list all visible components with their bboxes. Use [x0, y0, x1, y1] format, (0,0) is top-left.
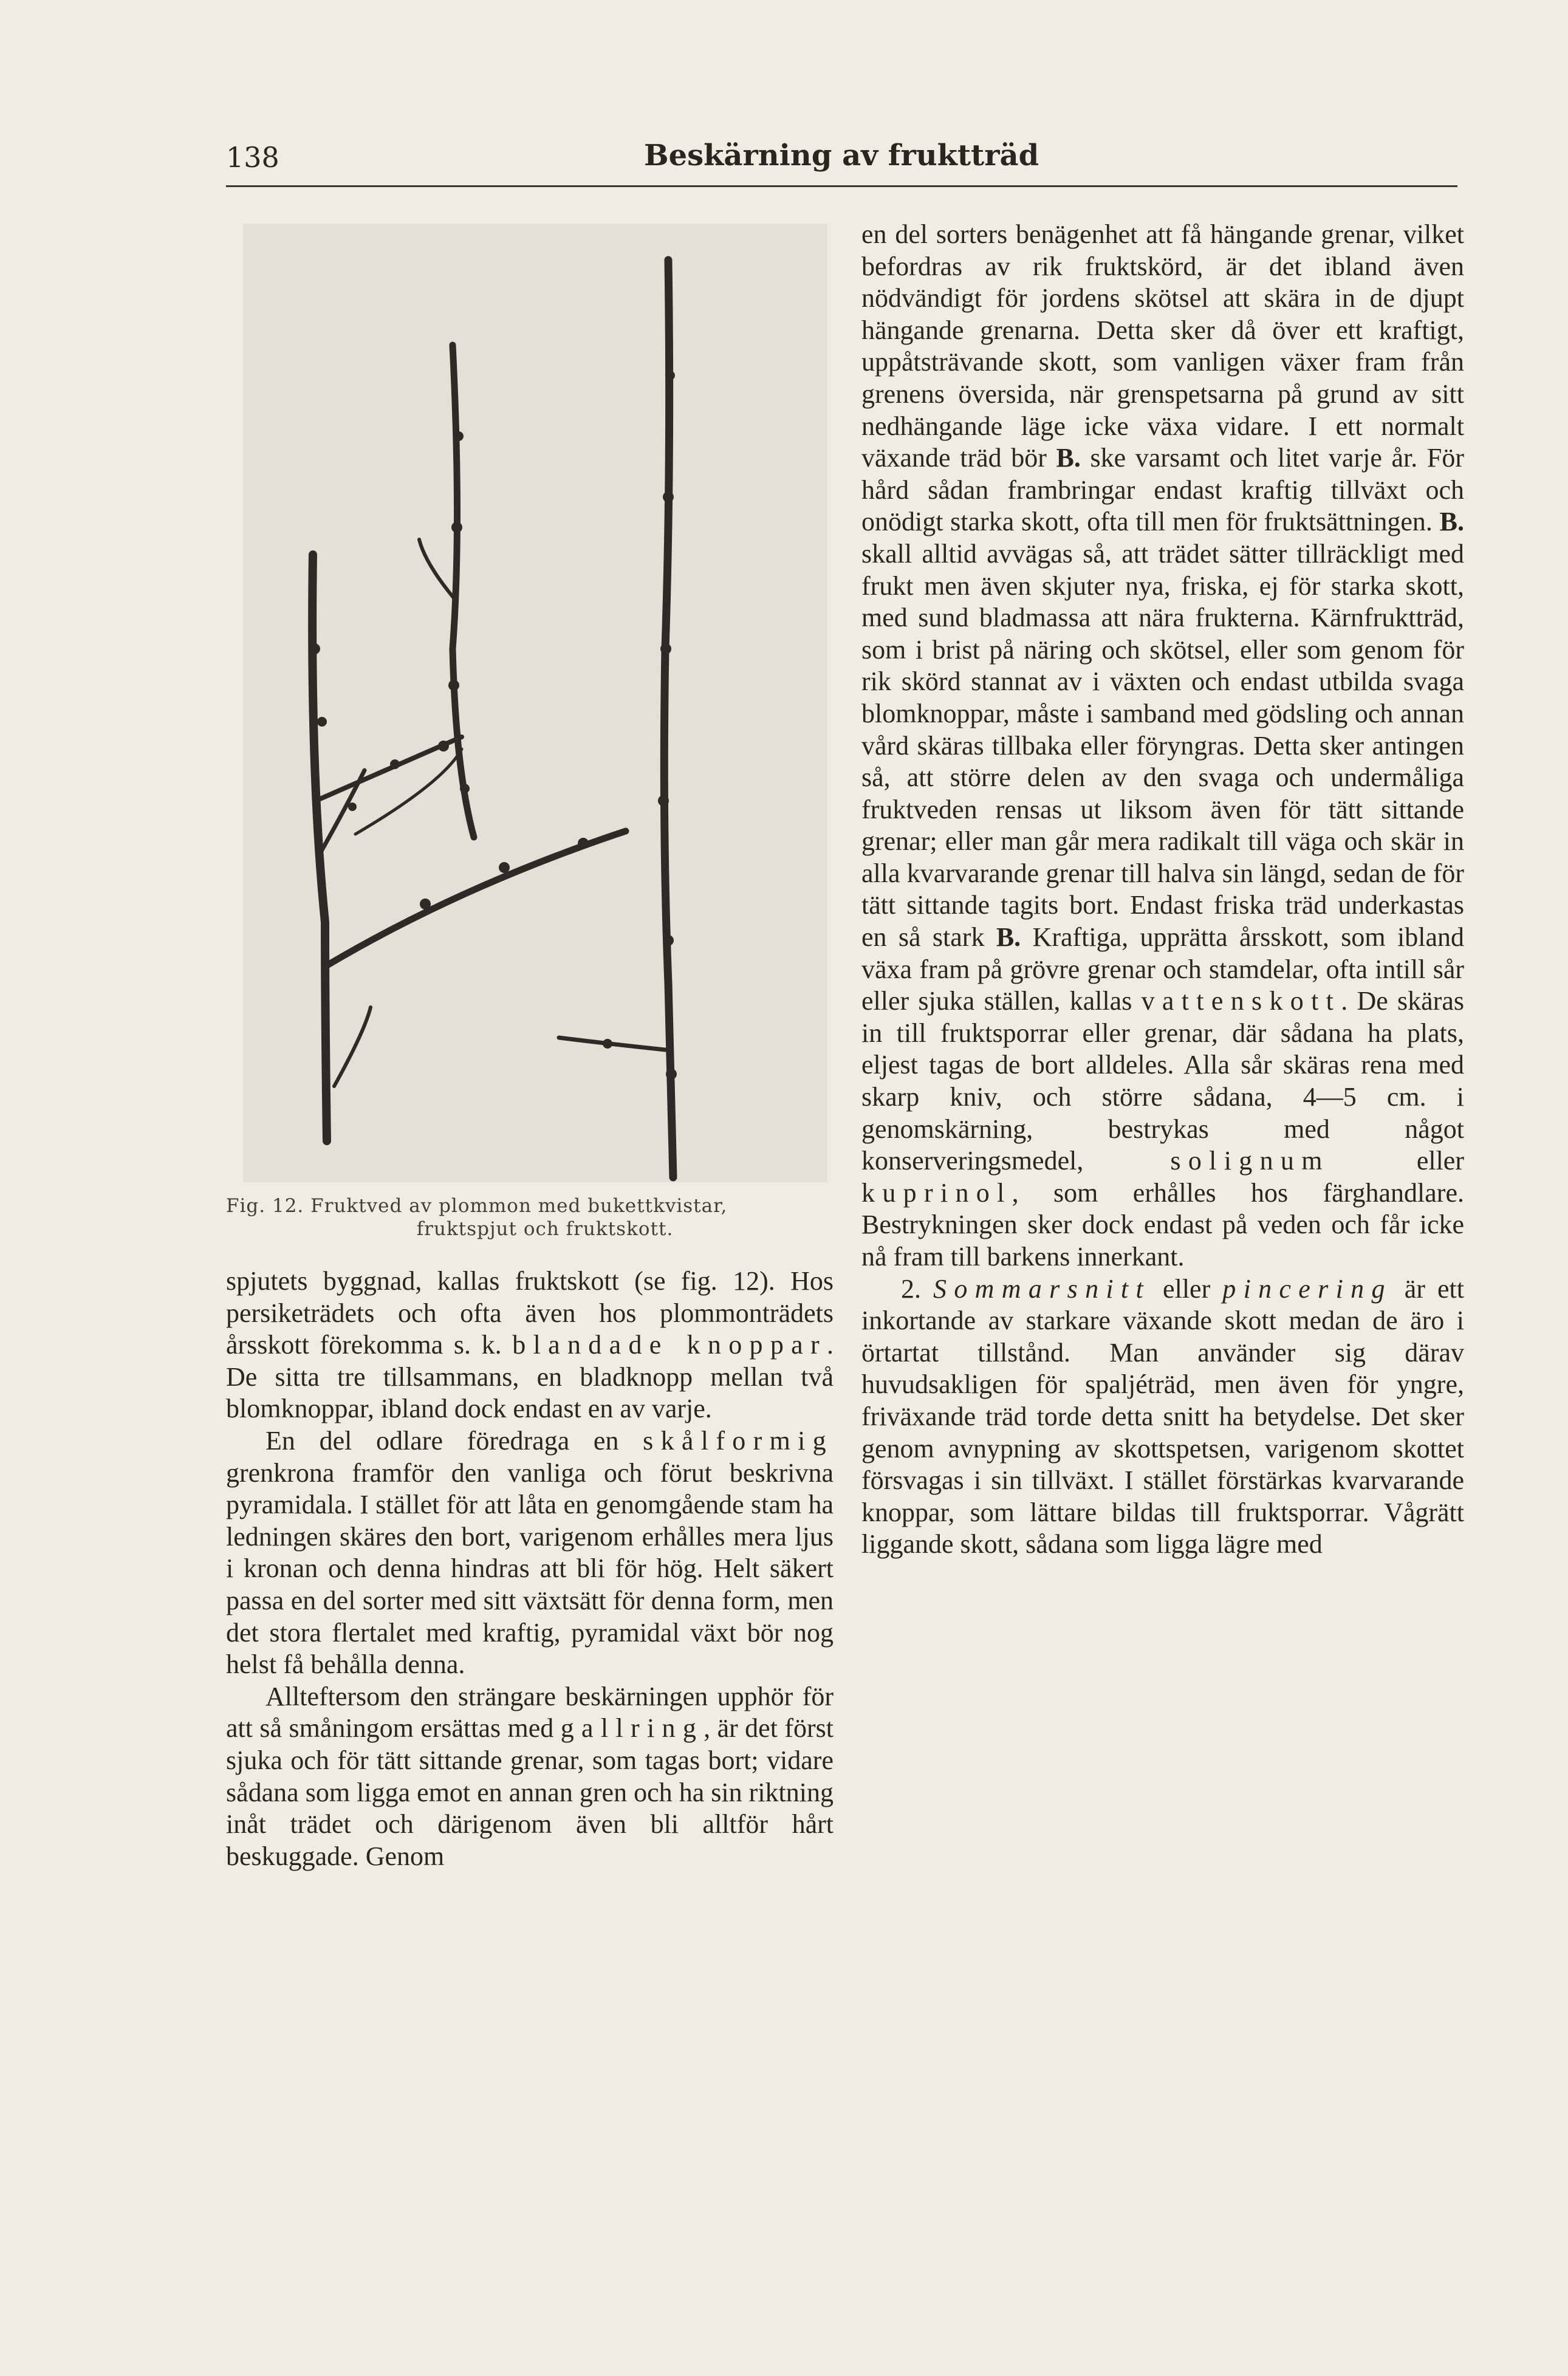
abbrev-term: B.: [1056, 443, 1081, 473]
spaced-term: solignum: [1170, 1146, 1330, 1176]
spaced-term: gallring: [560, 1713, 704, 1744]
right-branch-stem: [664, 260, 673, 1177]
left-paragraph-1: [226, 1265, 834, 1425]
text-run: , som erhålles hos färghandlare. Bestrykningen sker dock endast på veden och får icke nå fram till barkens innerkant.: [861, 1177, 1464, 1272]
figure-photo: [243, 224, 827, 1182]
header-rule: [226, 185, 1457, 187]
text-run: skall alltid avvägas så, att trädet sätter tillräckligt med frukt men även skjuter nya, friska, ej för starka skott, med sund bladmassa att nära frukterna. Kärnfruktträd, som i brist på näring och skötsel, eller som genom för rik skörd stannat av i växten och endast utbilda svaga blomknoppar, måste i samband med gödsling och annan vård skäras tillbaka eller föryngras. Detta sker antingen så, att större delen av den svaga och undermåliga fruktveden rensas ut liksom även för tätt sittande grenar; eller man går mera radikalt till väga och skär in alla kvarvarande grenar till halva sin längd, sedan de för tätt sittande tagits bort. Endast friska träd underkastas en så stark: [861, 538, 1464, 953]
text-run: eller: [1151, 1273, 1223, 1304]
text-run: . De skäras in till fruktsporrar eller grenar, där sådana ha plats, eljest tagas de bort alldeles. Alla sår skäras rena med skarp kniv, och större sådana, 4—5 cm. i genomskärning, bestrykas med något konserveringsmedel,: [861, 986, 1464, 1176]
left-column: [226, 1265, 834, 1872]
left-short-twig: [319, 770, 365, 855]
text-run: eller: [1329, 1146, 1464, 1176]
abbrev-term: B.: [996, 922, 1021, 953]
text-run: Kraftiga, upprätta årsskott, som ibland växa fram på grövre grenar och stamdelar, ofta intill sår eller sjuka ställen, kallas: [861, 922, 1464, 1016]
text-run: , är det först sjuka och för tätt sittande grenar, som tagas bort; vidare sådana som ligga emot en annan gren och ha sin riktning inåt trädet och därigenom även bli alltför hårt beskuggade. Genom: [226, 1713, 834, 1871]
abbrev-term: B.: [1439, 507, 1464, 537]
text-run: en del sorters benägenhet att få hängande grenar, vilket befordras av rik fruktskörd, är det ibland även nödvändigt för jordens skötsel att skära in de djupt hängande grenarna. Detta sker då över ett kraftigt, uppåtsträvande skott, som vanligen växer fram från grenens översida, när grenspetsarna på grund av sitt nedhängande läge icke växa vidare. I ett normalt växande träd bör: [861, 219, 1464, 473]
text-run: grenkrona framför den vanliga och förut beskrivna pyramidala. I stället för att låta en genomgående stam ha ledningen skäres den bort, varigenom erhålles mera ljus i kronan och denna hindras att bli för hög. Helt säkert passa en del sorter med sitt växtsätt för denna form, men det stora flertalet med kraftig, pyramidal växt bör nog helst få behålla denna.: [226, 1457, 834, 1680]
caption-line-1: Fig. 12. Fruktved av plommon med bukettkvistar,: [226, 1195, 728, 1217]
branch-illustration: [243, 224, 827, 1182]
text-run: är ett inkortande av starkare växande skott medan de äro i örtartat tillstånd. Man använder sig därav huvudsakligen för spaljéträd, men även för yngre, friväxande träd torde detta snitt ha betydelse. Det sker genom avnypning av skottspetsen, varigenom skottet försvagas i sin tillväxt. I stället förstärkas kvarvarande knoppar, som lättare bildas till fruktsporrar. Vågrätt liggande skott, sådana som ligga lägre med: [861, 1273, 1464, 1559]
left-paragraph-2: [226, 1425, 834, 1681]
running-head: Beskärning av fruktträd: [644, 139, 1039, 173]
middle-side-twig: [419, 539, 456, 600]
caption-line-2: fruktspjut och fruktskott.: [416, 1218, 674, 1240]
text-run: 2.: [901, 1273, 934, 1304]
figure-caption: [226, 1194, 846, 1241]
text-run: spjutets byggnad, kallas fruktskott (se fig. 12). Hos persiketrädets och ofta även hos plommonträdets årsskott förekomma s. k.: [226, 1266, 834, 1360]
text-run: . De sitta tre tillsammans, en bladknopp mellan två blomknoppar, ibland dock endast en av varje.: [226, 1330, 834, 1424]
spaced-term: blandade knoppar: [512, 1330, 827, 1360]
text-run: Allteftersom den strängare beskärningen upphör för att så småningom ersättas med: [226, 1681, 834, 1744]
left-lower-twig: [334, 1007, 371, 1086]
right-paragraph-1: [861, 219, 1464, 1273]
spaced-term: Sommarsnitt: [933, 1273, 1151, 1304]
branch-buds: [309, 371, 677, 1080]
right-paragraph-2: [861, 1273, 1464, 1561]
left-paragraph-3: [226, 1681, 834, 1873]
spaced-term: vattenskott: [1141, 986, 1341, 1016]
text-run: ske varsamt och litet varje år. För hård sådan frambringar endast kraftig tillväxt och onödigt starka skott, ofta till men för fruktsättningen.: [861, 443, 1464, 537]
middle-branch-stem: [453, 345, 474, 837]
page-number: 138: [226, 141, 279, 174]
right-column: [861, 219, 1464, 1561]
spaced-term: kuprinol: [861, 1177, 1012, 1208]
spaced-term: skålformig: [643, 1425, 834, 1456]
text-run: En del odlare föredraga en: [265, 1425, 643, 1456]
spaced-term: pincering: [1222, 1273, 1392, 1304]
left-long-shoot: [328, 831, 626, 965]
